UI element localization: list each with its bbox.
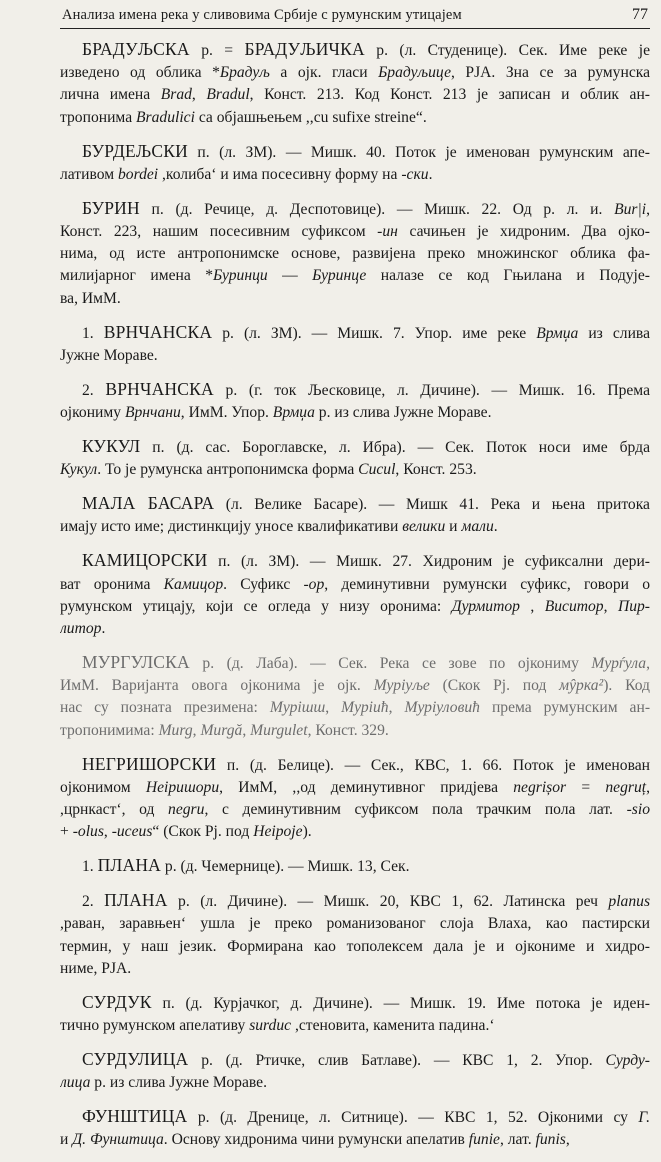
dictionary-entry <box>60 140 650 186</box>
dictionary-entry <box>60 854 650 878</box>
entry-line: ват оронима Камицор. Суфикс -ор, деминутивни румунски суфикс, говори о <box>60 575 650 593</box>
dictionary-entry <box>60 1105 650 1151</box>
entry-line: Кукул. То је румунска антропонимска форма Cucul, Конст. 253. <box>60 461 477 479</box>
dictionary-entry <box>60 651 650 742</box>
entry-line: БРАДУЉСКА р. = БРАДУЉИЧКА р. (л. Студенице). Сек. Име реке је <box>82 39 650 59</box>
entry-line: Конст. 223, нашим посесивним суфиксом -ин сачињен је хидроним. Два ојко- <box>60 223 650 241</box>
entry-line: румунском утицају, који се огледа у низу оронима: Дурмитор , Виситор, Пир- <box>60 597 650 615</box>
running-header <box>60 4 650 29</box>
entry-line: ,црнкаст‘, од negru, с деминутивним суфиксом пола трачким пола лат. -sio <box>60 801 650 819</box>
entry-line: ИмМ. Варијанта овога ојконима је ојк. Муріуље (Скок Рј. под мŷрка²). Код <box>60 677 650 695</box>
dictionary-entry <box>60 889 650 980</box>
entry-line: + -olus, -uceus“ (Скок Рј. под Неірoје). <box>60 823 312 841</box>
entry-line: ,раван, заравњен‘ ушла је преко романизованог слоја Влаха, као пастирски <box>60 915 650 933</box>
entry-line: нима, од исте антропонимске основе, развијена преко множинског облика фа- <box>60 245 650 263</box>
entry-line: имају исто име; дистинкцију уносе квалификативи велики и мали. <box>60 518 498 536</box>
dictionary-entry <box>60 492 650 538</box>
entry-line: Јужне Мораве. <box>60 346 158 364</box>
entry-line: ва, ИмМ. <box>60 289 121 307</box>
dictionary-entry <box>60 991 650 1037</box>
dictionary-entry <box>60 753 650 844</box>
dictionary-entry <box>60 38 650 129</box>
entry-line: ојконимом Неіришори, ИмМ, ,,од деминутивног придјева negrișor = negruț, <box>60 778 650 796</box>
dictionary-entry <box>60 321 650 367</box>
running-title: Анализа имена река у сливовима Србије с румунским утицајем <box>62 7 462 23</box>
dictionary-entry <box>60 549 650 640</box>
entry-line: ФУНШТИЦА р. (д. Дренице, л. Ситнице). — КВС 1, 52. Ојконими су Г. <box>82 1106 650 1127</box>
entry-line: нас су позната презимена: Мурішш, Муріић, Муріуловић према румунским ан- <box>60 699 650 717</box>
entry-line: трoпонима Bradulici са објашњењем ,,cu sufixe streine“. <box>60 108 427 126</box>
dictionary-text-body <box>60 38 650 1162</box>
dictionary-entry <box>60 197 650 310</box>
entry-line: БУРДЕЉСКИ п. (л. ЗМ). — Мишк. 40. Поток је именован румунским апе- <box>82 140 650 161</box>
entry-line: СУРДУК п. (д. Курјачког, д. Дичине). — Мишк. 19. Име потока је иден- <box>82 991 650 1012</box>
entry-line: БУРИН п. (д. Речице, д. Деспотовице). — Мишк. 22. Од р. л. и. Bur|i, <box>82 197 650 218</box>
entry-line: тично румунском апелативу surduc ,стеновита, каменита падина.‘ <box>60 1017 495 1035</box>
entry-line: МУРГУЛСКА р. (д. Лаба). — Сек. Река се зове по ојкониму Мурѓула, <box>82 652 650 673</box>
dictionary-entry <box>60 435 650 481</box>
dictionary-entry <box>60 378 650 424</box>
page-number: 77 <box>632 6 648 23</box>
entry-line: милијарног имена *Буринци — Буринце налазе се код Гњилана и Подује- <box>60 267 650 285</box>
entry-line: термин, у наш језик. Формирана као тополексем дала је и ојкониме и хидро- <box>60 937 650 955</box>
entry-line: лична имена Brad, Bradul, Конст. 213. Код Конст. 213 је записан и облик ан- <box>60 86 650 104</box>
entry-line: КАМИЦОРСКИ п. (л. ЗМ). — Мишк. 27. Хидроним је суфиксални дери- <box>82 550 650 571</box>
entry-line: ниме, РЈА. <box>60 959 132 977</box>
entry-line: 2. ПЛАНА р. (л. Дичине). — Мишк. 20, КВС 1, 62. Латинска реч planus <box>82 890 650 911</box>
entry-line: НЕГРИШОРСКИ п. (д. Белице). — Сек., КВС, 1. 66. Поток је именован <box>82 753 650 774</box>
entry-line: СУРДУЛИЦА р. (д. Ртичке, слив Батлаве). — КВС 1, 2. Упор. Сурду- <box>82 1049 650 1070</box>
entry-line: лица р. из слива Јужне Мораве. <box>60 1074 267 1092</box>
dictionary-entry <box>60 1048 650 1094</box>
entry-line: изведено од облика *Брадуљ а ојк. гласи Брадуљице, РЈА. Зна се за румунска <box>60 64 650 82</box>
entry-line: лативом bordei ,колиба‘ и има посесивну форму на -ски. <box>60 165 433 183</box>
entry-line: литор. <box>60 620 106 638</box>
entry-line: и Д. Фунштица. Основу хидронима чини румунски апелатив funie, лат. funis, <box>60 1131 570 1149</box>
entry-line: 1. ВРНЧАНСКА р. (л. ЗМ). — Мишк. 7. Упор. име реке Врмџа из слива <box>82 321 650 342</box>
entry-line: тропонимима: Murg, Murgă, Murgulet, Конст. 329. <box>60 721 389 739</box>
entry-line: 1. ПЛАНА р. (д. Чемернице). — Мишк. 13, Сек. <box>82 855 410 876</box>
entry-line: КУКУЛ п. (д. сас. Бороглавске, л. Ибра). — Сек. Поток носи име брда <box>82 436 650 457</box>
entry-line: МАЛА БАСАРА (л. Велике Басаре). — Мишк 41. Река и њена притока <box>82 493 650 514</box>
entry-line: ојкониму Врнчани, ИмМ. Упор. Врмџа р. из слива Јужне Мораве. <box>60 404 492 422</box>
entry-line: 2. ВРНЧАНСКА р. (г. ток Љесковице, л. Дичине). — Мишк. 16. Према <box>82 378 650 399</box>
